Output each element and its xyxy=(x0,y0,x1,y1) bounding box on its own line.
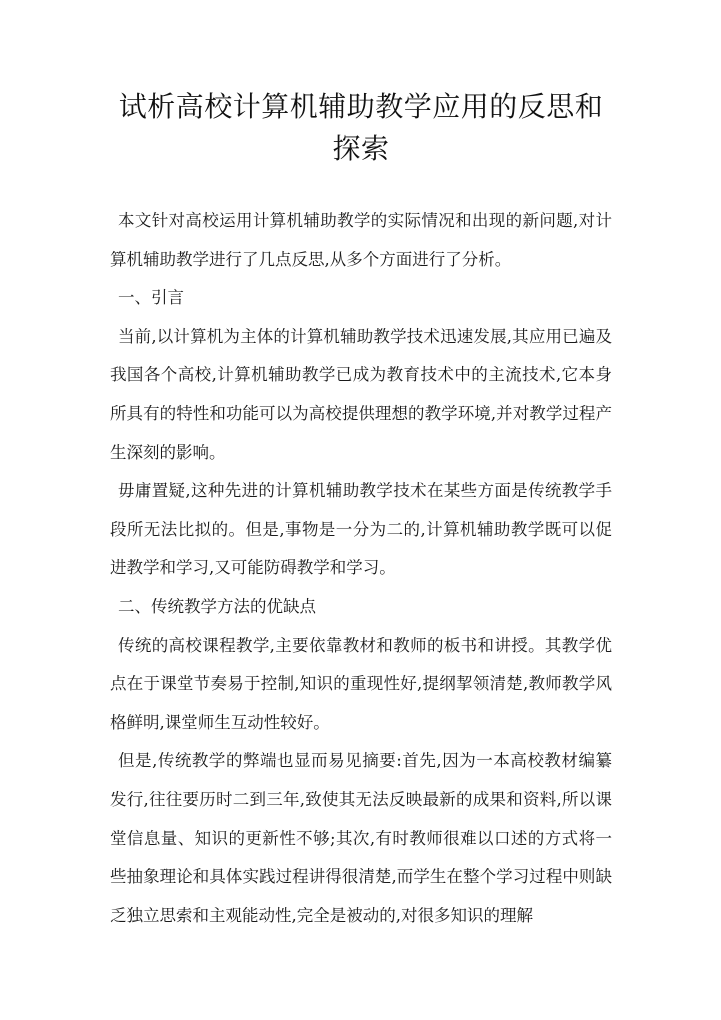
traditional-paragraph-2: 但是,传统教学的弊端也显而易见摘要:首先,因为一本高校教材编纂发行,往往要历时二到三年,致使其无法反映最新的成果和资料,所以课堂信息量、知识的更新性不够;其次,有时教师很难以口述的方式将一些抽象理论和具体实践过程讲得很清楚,而学生在整个学习过程中则缺乏独立思索和主观能动性,完全是被动的,对很多知识的理解 xyxy=(110,751,612,925)
intro-paragraph-2: 毋庸置疑,这种先进的计算机辅助教学技术在某些方面是传统教学手段所无法比拟的。但是,事物是一分为二的,计算机辅助教学既可以促进教学和学习,又可能防碍教学和学习。 xyxy=(110,481,612,578)
section-heading-traditional-methods: 二、传统教学方法的优缺点 xyxy=(118,596,316,616)
intro-paragraph-1: 当前,以计算机为主体的计算机辅助教学技术迅速发展,其应用已遍及我国各个高校,计算机辅助教学已成为教育技术中的主流技术,它本身所具有的特性和功能可以为高校提供理想的教学环境,并对教学过程产生深刻的影响。 xyxy=(110,326,612,462)
document-title: 试析高校计算机辅助教学应用的反思和探索 xyxy=(118,90,604,165)
traditional-paragraph-1: 传统的高校课程教学,主要依靠教材和教师的板书和讲授。其教学优点在于课堂节奏易于控制,知识的重现性好,提纲挈领清楚,教师教学风格鲜明,课堂师生互动性较好。 xyxy=(110,635,612,732)
document-body xyxy=(110,202,612,935)
section-heading-introduction: 一、引言 xyxy=(118,288,184,308)
abstract-paragraph: 本文针对高校运用计算机辅助教学的实际情况和出现的新问题,对计算机辅助教学进行了几点反思,从多个方面进行了分析。 xyxy=(110,211,612,269)
